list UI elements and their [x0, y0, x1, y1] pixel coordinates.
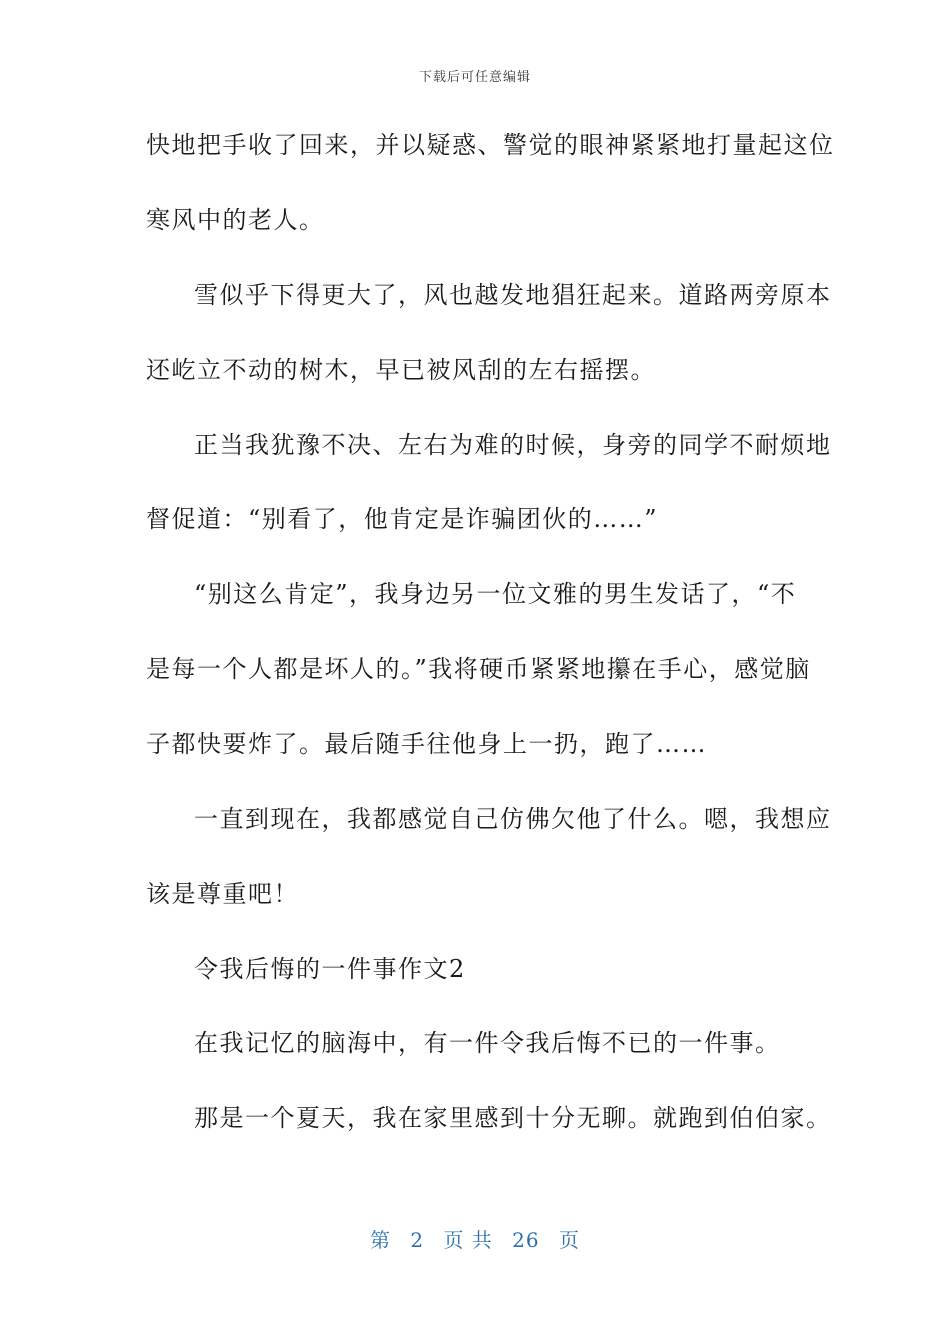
text-line: 该是尊重吧！: [146, 880, 299, 908]
footer-middle: 页 共: [443, 1228, 493, 1252]
footer-suffix: 页: [558, 1228, 580, 1252]
section-title: 令我后悔的一件事作文2: [194, 955, 466, 983]
total-page-count: 26: [512, 1228, 540, 1252]
text-line: 在我记忆的脑海中，有一件令我后悔不已的一件事。: [194, 1029, 781, 1057]
text-line: 是每一个人都是坏人的。”我将硬币紧紧地攥在手心，感觉脑: [146, 655, 811, 683]
text-line: 督促道：“别看了，他肯定是诈骗团伙的……”: [146, 505, 659, 533]
text-line: 寒风中的老人。: [146, 206, 325, 234]
text-line: 正当我犹豫不决、左右为难的时候，身旁的同学不耐烦地: [194, 431, 832, 459]
text-line: 雪似乎下得更大了，风也越发地猖狂起来。道路两旁原本: [194, 281, 832, 309]
page-header: 下载后可任意编辑: [418, 70, 531, 85]
text-line: 一直到现在，我都感觉自己仿佛欠他了什么。嗯，我想应: [194, 805, 832, 833]
text-line: 还屹立不动的树木，早已被风刮的左右摇摆。: [146, 356, 656, 384]
text-line: 子都快要炸了。最后随手往他身上一扔，跑了……: [146, 730, 707, 758]
current-page-number: 2: [410, 1228, 425, 1252]
page-footer: [0, 1224, 950, 1253]
text-line: “别这么肯定”，我身边另一位文雅的男生发话了，“不: [194, 580, 797, 608]
text-line: 快地把手收了回来，并以疑惑、警觉的眼神紧紧地打量起这位: [146, 131, 835, 159]
footer-prefix: 第: [370, 1228, 391, 1252]
text-line: 那是一个夏天，我在家里感到十分无聊。就跑到伯伯家。: [194, 1104, 832, 1132]
